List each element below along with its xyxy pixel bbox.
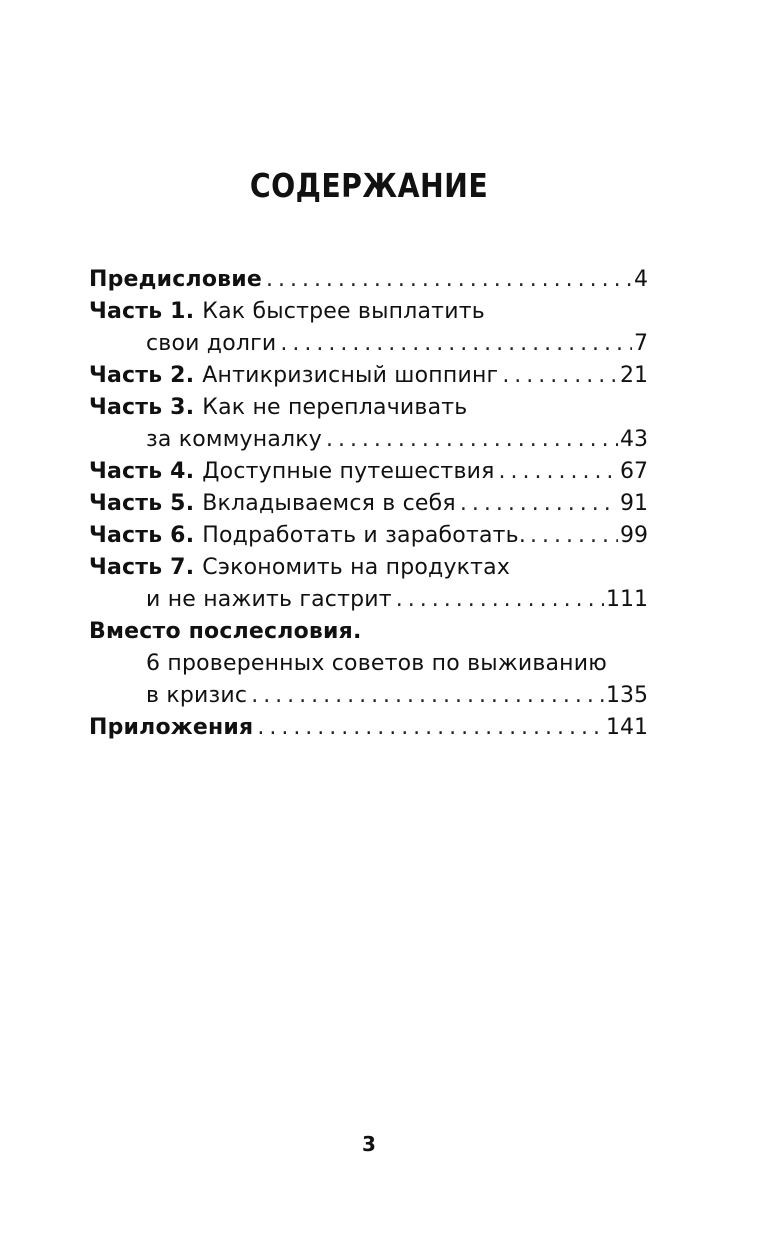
toc-page: 135 [606, 683, 648, 708]
toc-entry-part-7-continuation[interactable] [89, 584, 648, 616]
page-title: СОДЕРЖАНИЕ [249, 166, 489, 205]
toc-label: Часть 5. [89, 491, 195, 516]
toc-title-continuation: свои долги [146, 331, 277, 356]
toc-title: Доступные путешествия [202, 459, 495, 484]
toc-label: Часть 1. [89, 299, 195, 324]
dot-leader [460, 488, 618, 520]
dot-leader [396, 584, 604, 616]
toc-page: 4 [634, 267, 648, 292]
toc-entry-part-4[interactable] [89, 456, 648, 488]
toc-page: 91 [620, 491, 648, 516]
toc-entry-part-1-continuation[interactable] [89, 328, 648, 360]
toc-label: Вместо послесловия. [89, 619, 362, 644]
toc-page: 67 [620, 459, 648, 484]
dot-leader [326, 424, 618, 456]
toc-title: Как не переплачивать [202, 395, 468, 420]
toc-title: Как быстрее выплатить [202, 299, 485, 324]
toc-label: Часть 3. [89, 395, 195, 420]
toc-page: 7 [634, 331, 648, 356]
toc-page: 21 [620, 363, 648, 388]
dot-leader [251, 680, 604, 712]
dot-leader [266, 264, 632, 296]
dot-leader [502, 360, 618, 392]
toc-entry-part-7[interactable] [89, 552, 648, 584]
dot-leader [499, 456, 618, 488]
toc-entry-part-6[interactable] [89, 520, 648, 552]
toc-label: Часть 7. [89, 555, 195, 580]
table-of-contents [89, 264, 648, 744]
toc-title-continuation: за коммуналку [146, 427, 322, 452]
toc-entry-afterword-continuation[interactable] [89, 680, 648, 712]
toc-page: 141 [606, 715, 648, 740]
toc-title-continuation: и не нажить гастрит [146, 587, 392, 612]
toc-entry-preface[interactable] [89, 264, 648, 296]
toc-page: 111 [606, 587, 648, 612]
toc-entry-part-2[interactable] [89, 360, 648, 392]
toc-entry-part-3-continuation[interactable] [89, 424, 648, 456]
toc-title-continuation: 6 проверенных советов по выживанию [146, 651, 607, 676]
toc-label: Предисловие [89, 267, 262, 292]
toc-title: Вкладываемся в себя [202, 491, 456, 516]
toc-entry-appendices[interactable] [89, 712, 648, 744]
page-number: 3 [362, 1132, 376, 1156]
toc-title: Антикризисный шоппинг [202, 363, 499, 388]
dot-leader [530, 520, 618, 552]
toc-title: Сэкономить на продуктах [202, 555, 511, 580]
toc-entry-part-3[interactable] [89, 392, 648, 424]
toc-label: Часть 6. [89, 523, 195, 548]
dot-leader [280, 328, 632, 360]
toc-label: Часть 4. [89, 459, 195, 484]
toc-entry-afterword-subtitle[interactable] [89, 648, 648, 680]
toc-entry-afterword[interactable] [89, 616, 648, 648]
toc-page: 99 [620, 523, 648, 548]
toc-page: 43 [620, 427, 648, 452]
toc-label: Приложения [89, 715, 254, 740]
dot-leader [257, 712, 604, 744]
toc-label: Часть 2. [89, 363, 195, 388]
toc-entry-part-5[interactable] [89, 488, 648, 520]
toc-title: Подработать и заработать. [202, 523, 527, 548]
toc-entry-part-1[interactable] [89, 296, 648, 328]
toc-title-continuation: в кризис [146, 683, 248, 708]
